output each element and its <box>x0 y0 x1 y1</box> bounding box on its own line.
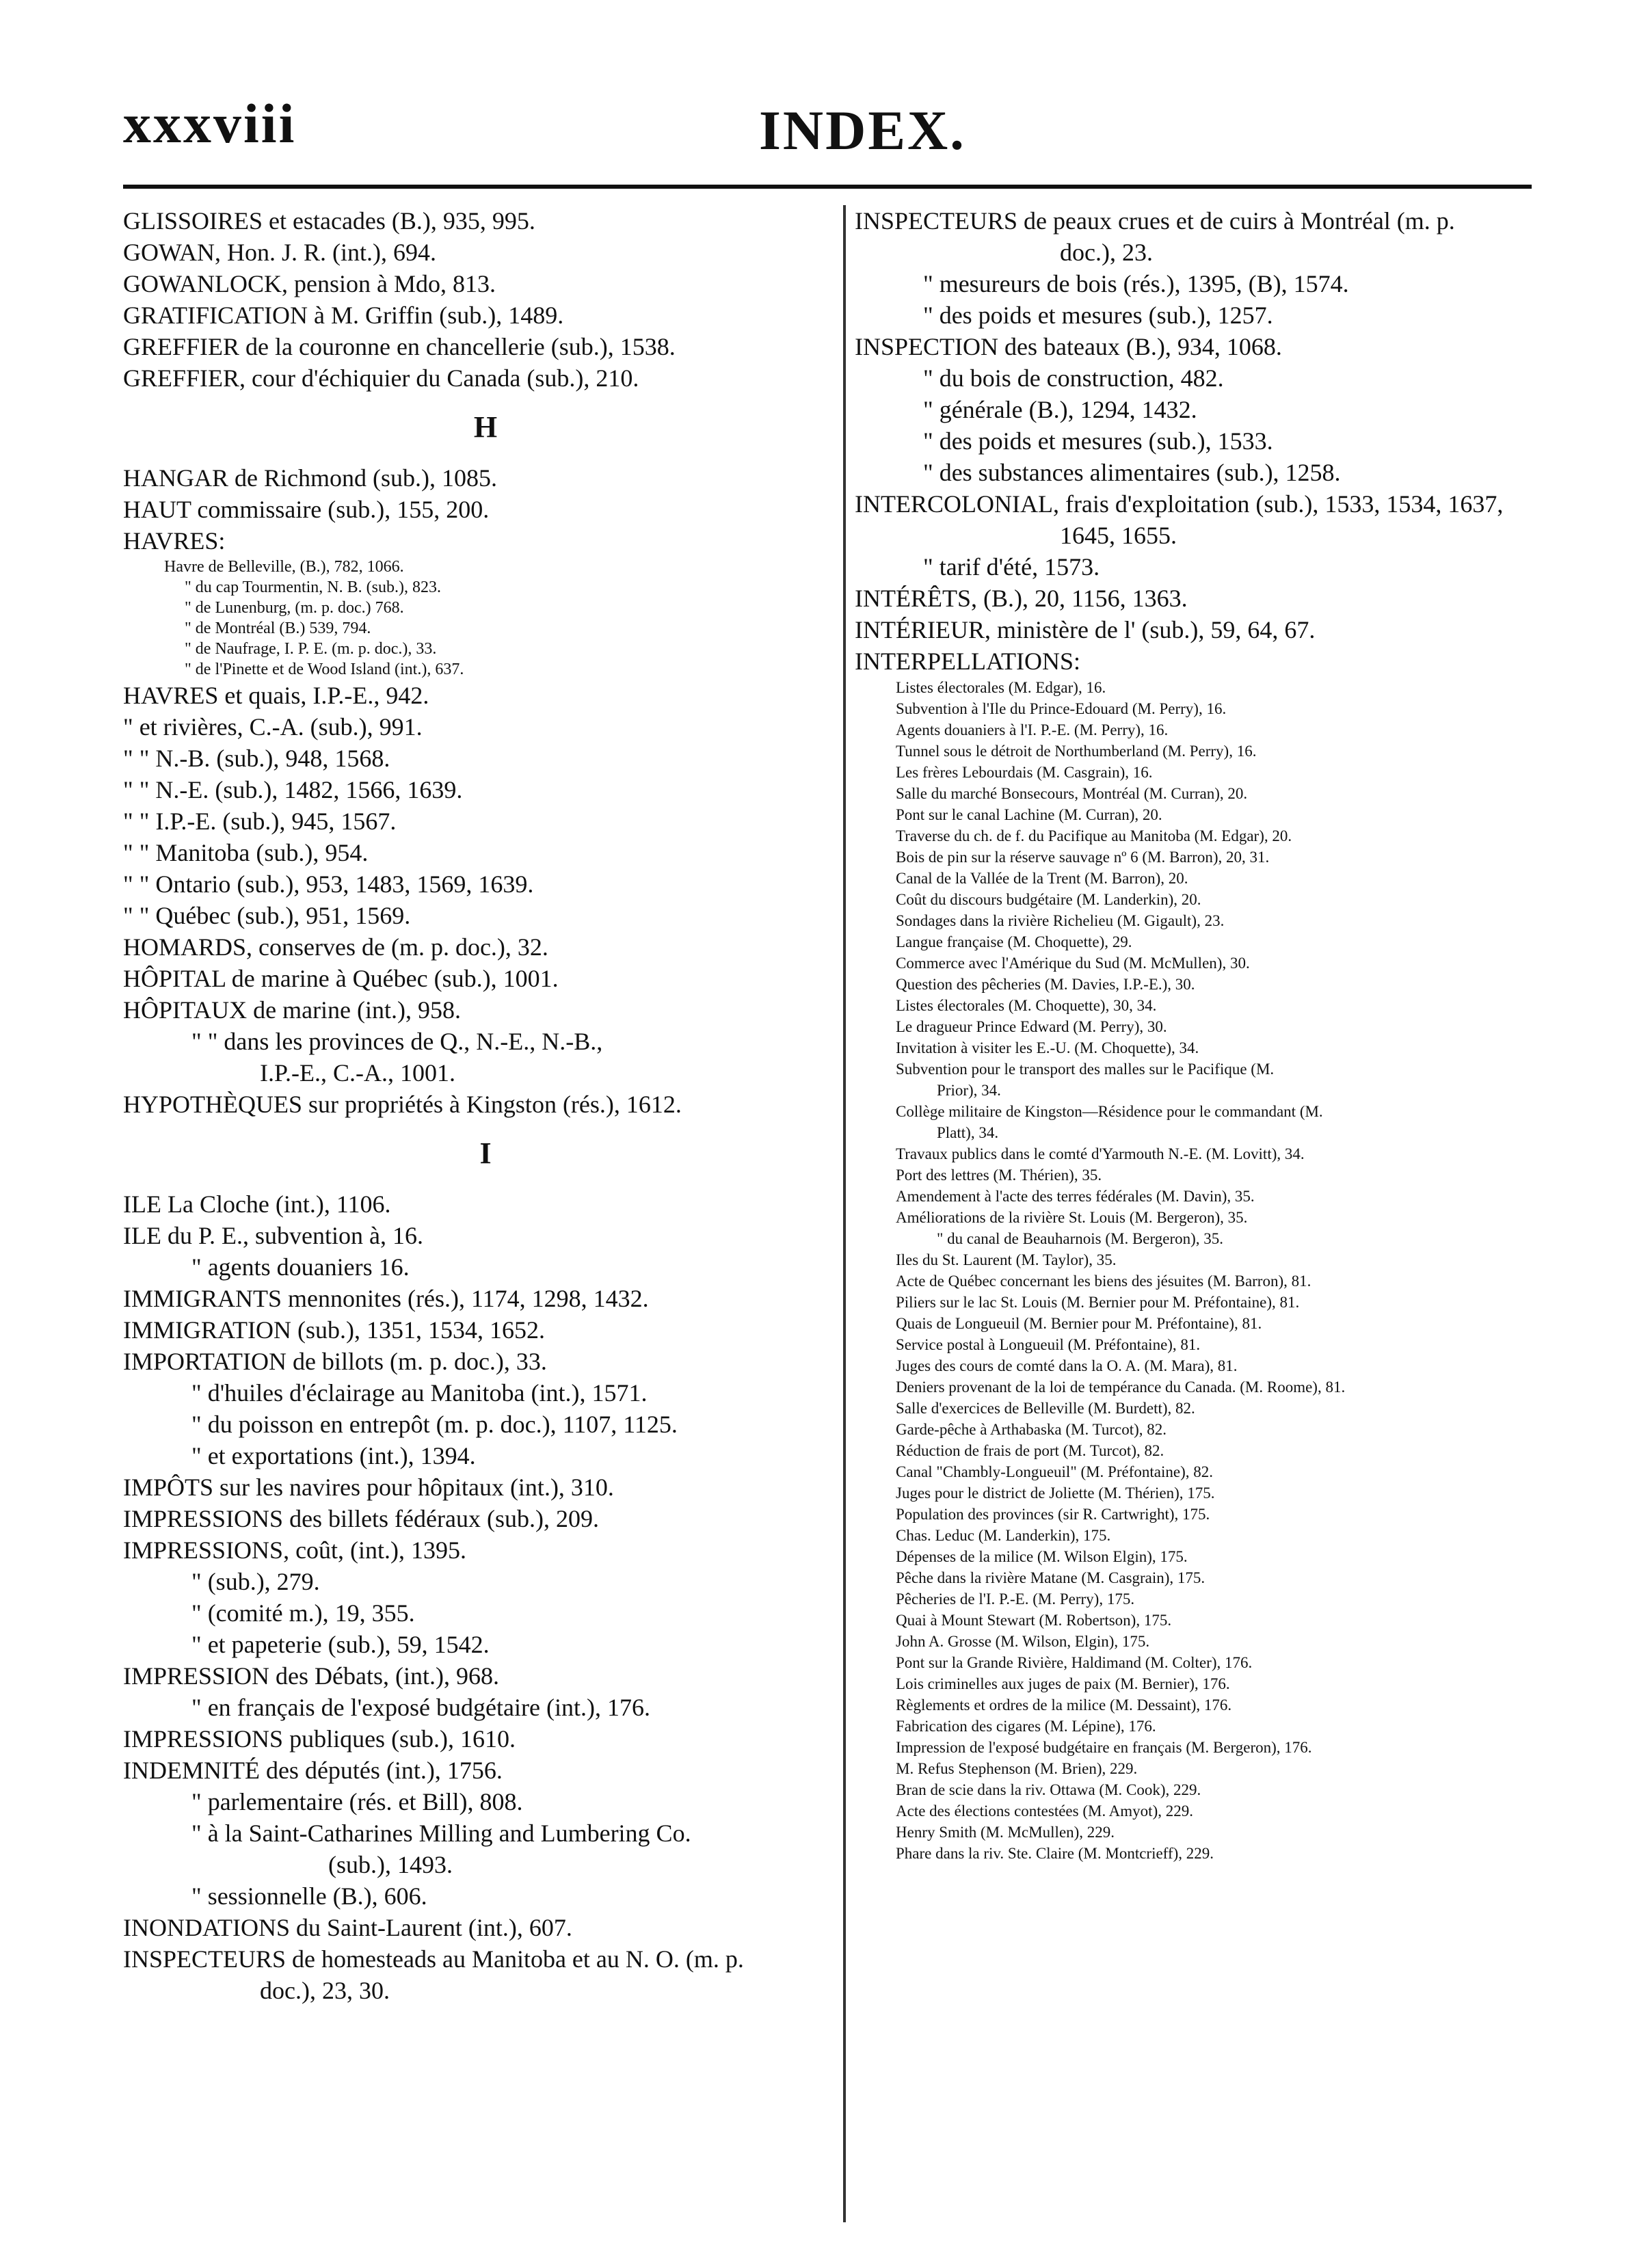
index-entry: doc.), 23. <box>1060 239 1153 266</box>
index-entry: I.P.-E., C.-A., 1001. <box>260 1059 455 1087</box>
index-subentry: Collège militaire de Kingston—Résidence pour le commandant (M. <box>896 1103 1323 1120</box>
index-entry: GREFFIER de la couronne en chancellerie (sub.), 1538. <box>123 333 676 360</box>
section-letter: I <box>479 1136 492 1170</box>
index-entry: GREFFIER, cour d'échiquier du Canada (sub.), 210. <box>123 364 639 392</box>
index-subentry: Port des lettres (M. Thérien), 35. <box>896 1167 1102 1184</box>
index-subentry: Invitation à visiter les E.-U. (M. Choquette), 34. <box>896 1039 1199 1056</box>
index-entry: " " Ontario (sub.), 953, 1483, 1569, 1639. <box>123 870 534 898</box>
index-subentry: Canal "Chambly-Longueuil" (M. Préfontaine), 82. <box>896 1463 1213 1480</box>
index-entry: IMPORTATION de billots (m. p. doc.), 33. <box>123 1348 547 1375</box>
index-entry: INTERCOLONIAL, frais d'exploitation (sub.), 1533, 1534, 1637, <box>855 490 1504 518</box>
index-subentry: Pont sur le canal Lachine (M. Curran), 20. <box>896 806 1162 823</box>
index-subentry: Juges des cours de comté dans la O. A. (M. Mara), 81. <box>896 1357 1238 1374</box>
index-entry: " " Manitoba (sub.), 954. <box>123 839 369 866</box>
index-subentry: " de Montréal (B.) 539, 794. <box>185 620 371 637</box>
index-subentry: Sondages dans la rivière Richelieu (M. Gigault), 23. <box>896 912 1225 929</box>
index-entry: INTERPELLATIONS: <box>855 648 1080 675</box>
index-entry: (sub.), 1493. <box>328 1851 453 1878</box>
index-subentry: Listes électorales (M. Edgar), 16. <box>896 679 1106 696</box>
index-entry: IMPÔTS sur les navires pour hôpitaux (int.), 310. <box>123 1474 614 1501</box>
index-subentry: Fabrication des cigares (M. Lépine), 176. <box>896 1718 1156 1735</box>
index-subentry: Impression de l'exposé budgétaire en français (M. Bergeron), 176. <box>896 1739 1312 1756</box>
index-subentry: Coût du discours budgétaire (M. Landerkin), 20. <box>896 891 1201 908</box>
index-subentry: Bois de pin sur la réserve sauvage nº 6 (M. Barron), 20, 31. <box>896 849 1270 866</box>
index-entry: GOWANLOCK, pension à Mdo, 813. <box>123 270 496 297</box>
index-subentry: Dépenses de la milice (M. Wilson Elgin), 175. <box>896 1548 1188 1565</box>
index-entry: GOWAN, Hon. J. R. (int.), 694. <box>123 239 436 266</box>
index-entry: " des poids et mesures (sub.), 1533. <box>923 427 1273 455</box>
index-entry: INONDATIONS du Saint-Laurent (int.), 607. <box>123 1914 572 1941</box>
index-entry: doc.), 23, 30. <box>260 1977 390 2004</box>
index-entry: HAVRES: <box>123 527 226 555</box>
index-entry: INTÉRIEUR, ministère de l' (sub.), 59, 64, 67. <box>855 616 1316 643</box>
index-subentry: Les frères Lebourdais (M. Casgrain), 16. <box>896 764 1153 781</box>
index-subentry: " du canal de Beauharnois (M. Bergeron), 35. <box>937 1230 1224 1247</box>
index-subentry: Quai à Mount Stewart (M. Robertson), 175. <box>896 1612 1172 1629</box>
header-rule <box>123 185 1532 189</box>
index-entry: " mesureurs de bois (rés.), 1395, (B), 1574. <box>923 270 1349 297</box>
index-subentry: Pêche dans la rivière Matane (M. Casgrain), 175. <box>896 1569 1205 1586</box>
index-entry: IMPRESSIONS, coût, (int.), 1395. <box>123 1536 467 1564</box>
index-entry: IMMIGRANTS mennonites (rés.), 1174, 1298, 1432. <box>123 1285 649 1312</box>
index-subentry: Amendement à l'acte des terres fédérales (M. Davin), 35. <box>896 1188 1255 1205</box>
index-subentry: " de Naufrage, I. P. E. (m. p. doc.), 33. <box>185 640 437 658</box>
index-entry: " " I.P.-E. (sub.), 945, 1567. <box>123 808 397 835</box>
index-subentry: John A. Grosse (M. Wilson, Elgin), 175. <box>896 1633 1150 1650</box>
index-subentry: Henry Smith (M. McMullen), 229. <box>896 1824 1115 1841</box>
index-subentry: Le dragueur Prince Edward (M. Perry), 30. <box>896 1018 1167 1035</box>
index-subentry: Pont sur la Grande Rivière, Haldimand (M. Colter), 176. <box>896 1654 1253 1671</box>
index-entry: " et exportations (int.), 1394. <box>191 1442 476 1469</box>
index-subentry: Service postal à Longueuil (M. Préfontaine), 81. <box>896 1336 1201 1353</box>
index-subentry: Agents douaniers à l'I. P.-E. (M. Perry), 16. <box>896 721 1169 738</box>
index-subentry: M. Refus Stephenson (M. Brien), 229. <box>896 1760 1138 1777</box>
index-subentry: Deniers provenant de la loi de tempérance du Canada. (M. Roome), 81. <box>896 1379 1346 1396</box>
index-entry: ILE La Cloche (int.), 1106. <box>123 1190 391 1218</box>
index-entry: HÔPITAL de marine à Québec (sub.), 1001. <box>123 965 559 992</box>
index-subentry: Règlements et ordres de la milice (M. Dessaint), 176. <box>896 1696 1232 1714</box>
index-entry: HOMARDS, conserves de (m. p. doc.), 32. <box>123 933 548 961</box>
index-subentry: Iles du St. Laurent (M. Taylor), 35. <box>896 1251 1117 1268</box>
index-entry: " du bois de construction, 482. <box>923 364 1224 392</box>
index-subentry: Traverse du ch. de f. du Pacifique au Manitoba (M. Edgar), 20. <box>896 827 1292 844</box>
index-entry: " à la Saint-Catharines Milling and Lumbering Co. <box>191 1820 691 1847</box>
index-subentry: Question des pêcheries (M. Davies, I.P.-E.), 30. <box>896 976 1195 993</box>
index-entry: 1645, 1655. <box>1060 522 1177 549</box>
index-subentry: Salle d'exercices de Belleville (M. Burdett), 82. <box>896 1400 1195 1417</box>
index-entry: IMPRESSIONS publiques (sub.), 1610. <box>123 1725 516 1753</box>
index-subentry: " de l'Pinette et de Wood Island (int.), 637. <box>185 661 464 678</box>
index-entry: " d'huiles d'éclairage au Manitoba (int.), 1571. <box>191 1379 648 1407</box>
index-subentry: " de Lunenburg, (m. p. doc.) 768. <box>185 599 404 617</box>
index-entry: INTÉRÊTS, (B.), 20, 1156, 1363. <box>855 585 1188 612</box>
index-subentry: Havre de Belleville, (B.), 782, 1066. <box>164 558 404 576</box>
index-entry: HYPOTHÈQUES sur propriétés à Kingston (rés.), 1612. <box>123 1091 682 1118</box>
index-subentry: Améliorations de la rivière St. Louis (M. Bergeron), 35. <box>896 1209 1248 1226</box>
index-entry: " " dans les provinces de Q., N.-E., N.-B., <box>191 1028 603 1055</box>
index-subentry: Population des provinces (sir R. Cartwright), 175. <box>896 1506 1210 1523</box>
index-subentry: Quais de Longueuil (M. Bernier pour M. Préfontaine), 81. <box>896 1315 1262 1332</box>
index-entry: IMMIGRATION (sub.), 1351, 1534, 1652. <box>123 1316 545 1344</box>
index-entry: " des substances alimentaires (sub.), 1258. <box>923 459 1341 486</box>
index-column-right <box>855 205 1552 1864</box>
index-subentry: Pêcheries de l'I. P.-E. (M. Perry), 175. <box>896 1590 1135 1608</box>
index-subentry: Listes électorales (M. Choquette), 30, 34. <box>896 997 1157 1014</box>
index-subentry: Chas. Leduc (M. Landerkin), 175. <box>896 1527 1111 1544</box>
index-entry: " des poids et mesures (sub.), 1257. <box>923 302 1273 329</box>
index-entry: HANGAR de Richmond (sub.), 1085. <box>123 464 497 492</box>
index-entry: INDEMNITÉ des députés (int.), 1756. <box>123 1757 503 1784</box>
index-subentry: Tunnel sous le détroit de Northumberland (M. Perry), 16. <box>896 743 1257 760</box>
index-entry: INSPECTION des bateaux (B.), 934, 1068. <box>855 333 1282 360</box>
index-entry: " générale (B.), 1294, 1432. <box>923 396 1197 423</box>
index-entry: " " Québec (sub.), 951, 1569. <box>123 902 411 929</box>
index-entry: " du poisson en entrepôt (m. p. doc.), 1107, 1125. <box>191 1411 678 1438</box>
index-subentry: Acte des élections contestées (M. Amyot), 229. <box>896 1802 1193 1820</box>
section-letter: H <box>473 410 498 444</box>
index-entry: HAVRES et quais, I.P.-E., 942. <box>123 682 429 709</box>
index-subentry: Platt), 34. <box>937 1124 999 1141</box>
index-subentry: Bran de scie dans la riv. Ottawa (M. Cook), 229. <box>896 1781 1201 1798</box>
index-entry: " et rivières, C.-A. (sub.), 991. <box>123 713 423 741</box>
index-subentry: Travaux publics dans le comté d'Yarmouth N.-E. (M. Lovitt), 34. <box>896 1145 1305 1162</box>
index-entry: " sessionnelle (B.), 606. <box>191 1882 427 1910</box>
index-subentry: Commerce avec l'Amérique du Sud (M. McMullen), 30. <box>896 955 1250 972</box>
index-entry: INSPECTEURS de homesteads au Manitoba et au N. O. (m. p. <box>123 1945 744 1973</box>
index-entry: " agents douaniers 16. <box>191 1253 410 1281</box>
index-entry: GRATIFICATION à M. Griffin (sub.), 1489. <box>123 302 564 329</box>
index-entry: ILE du P. E., subvention à, 16. <box>123 1222 423 1249</box>
index-entry: HÔPITAUX de marine (int.), 958. <box>123 996 462 1024</box>
index-entry: IMPRESSION des Débats, (int.), 968. <box>123 1662 499 1690</box>
index-subentry: Langue française (M. Choquette), 29. <box>896 933 1132 950</box>
index-entry: " et papeterie (sub.), 59, 1542. <box>191 1631 490 1658</box>
index-entry: " parlementaire (rés. et Bill), 808. <box>191 1788 523 1815</box>
index-subentry: Phare dans la riv. Ste. Claire (M. Montcrieff), 229. <box>896 1845 1214 1862</box>
index-subentry: Lois criminelles aux juges de paix (M. Bernier), 176. <box>896 1675 1230 1692</box>
index-entry: " en français de l'exposé budgétaire (int.), 176. <box>191 1694 650 1721</box>
index-subentry: Subvention pour le transport des malles sur le Pacifique (M. <box>896 1061 1275 1078</box>
index-subentry: Salle du marché Bonsecours, Montréal (M. Curran), 20. <box>896 785 1248 802</box>
index-entry: HAUT commissaire (sub.), 155, 200. <box>123 496 490 523</box>
index-entry: " " N.-B. (sub.), 948, 1568. <box>123 745 390 772</box>
index-entry: " (comité m.), 19, 355. <box>191 1599 415 1627</box>
index-subentry: Acte de Québec concernant les biens des jésuites (M. Barron), 81. <box>896 1273 1311 1290</box>
index-subentry: " du cap Tourmentin, N. B. (sub.), 823. <box>185 578 441 596</box>
index-subentry: Prior), 34. <box>937 1082 1001 1099</box>
index-entry: " tarif d'été, 1573. <box>923 553 1100 581</box>
index-subentry: Réduction de frais de port (M. Turcot), 82. <box>896 1442 1164 1459</box>
index-entry: IMPRESSIONS des billets fédéraux (sub.), 209. <box>123 1505 599 1532</box>
page-number: xxxviii <box>123 92 297 155</box>
index-subentry: Canal de la Vallée de la Trent (M. Barron), 20. <box>896 870 1188 887</box>
index-subentry: Subvention à l'Ile du Prince-Edouard (M. Perry), 16. <box>896 700 1227 717</box>
index-entry: GLISSOIRES et estacades (B.), 935, 995. <box>123 207 535 235</box>
index-subentry: Garde-pêche à Arthabaska (M. Turcot), 82. <box>896 1421 1167 1438</box>
index-subentry: Juges pour le district de Joliette (M. Thérien), 175. <box>896 1484 1215 1502</box>
index-entry: INSPECTEURS de peaux crues et de cuirs à Montréal (m. p. <box>855 207 1455 235</box>
page-title: INDEX. <box>759 99 966 161</box>
index-subentry: Piliers sur le lac St. Louis (M. Bernier pour M. Préfontaine), 81. <box>896 1294 1300 1311</box>
index-column-left <box>123 205 848 2006</box>
index-entry: " " N.-E. (sub.), 1482, 1566, 1639. <box>123 776 463 803</box>
index-entry: " (sub.), 279. <box>191 1568 320 1595</box>
